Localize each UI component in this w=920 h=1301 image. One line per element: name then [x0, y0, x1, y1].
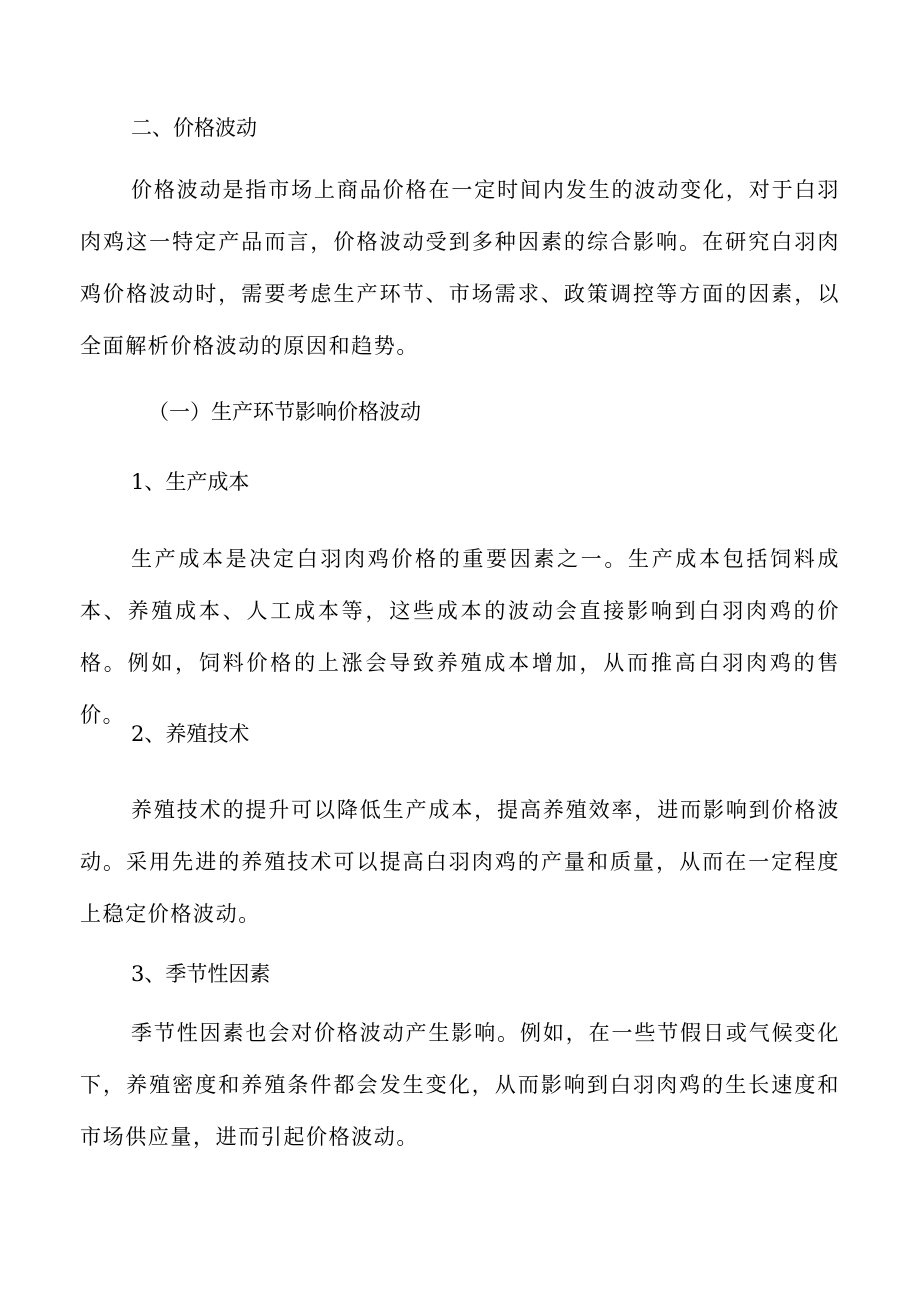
item-body: 生产成本是决定白羽肉鸡价格的重要因素之一。生产成本包括饲料成本、养殖成本、人工成本等，这些成本的波动会直接影响到白羽肉鸡的价格。例如，饲料价格的上涨会导致养殖成本增加，从而推高白羽肉鸡的售价。: [80, 547, 840, 727]
item-body: 养殖技术的提升可以降低生产成本，提高养殖效率，进而影响到价格波动。采用先进的养殖技术可以提高白羽肉鸡的产量和质量，从而在一定程度上稳定价格波动。: [80, 798, 840, 926]
item-title: 3、季节性因素: [131, 962, 271, 986]
item-title: 2、养殖技术: [131, 722, 250, 746]
intro-paragraph: 价格波动是指市场上商品价格在一定时间内发生的波动变化，对于白羽肉鸡这一特定产品而言，价格波动受到多种因素的综合影响。在研究白羽肉鸡价格波动时，需要考虑生产环节、市场需求、政策调控等方面的因素，以全面解析价格波动的原因和趋势。: [80, 178, 840, 358]
item-title: 1、生产成本: [131, 470, 250, 494]
section-title: 二、价格波动: [131, 116, 257, 140]
subsection-title: （一）生产环节影响价格波动: [148, 400, 421, 424]
item-body: 季节性因素也会对价格波动产生影响。例如，在一些节假日或气候变化下，养殖密度和养殖条件都会发生变化，从而影响到白羽肉鸡的生长速度和市场供应量，进而引起价格波动。: [80, 1021, 840, 1149]
